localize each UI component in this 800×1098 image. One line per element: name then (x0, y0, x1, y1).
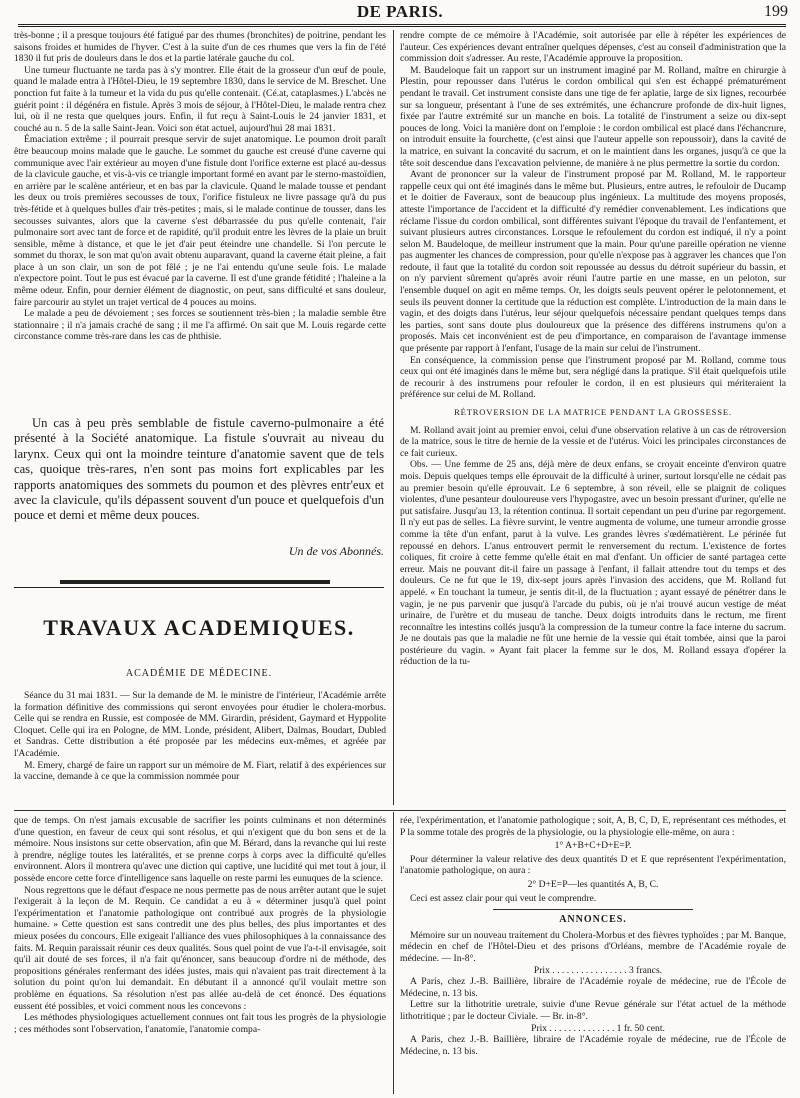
announcement-address: A Paris, chez J.-B. Baillière, libraire de l'Académie royale de médecine, rue de l'École de Médecine, n. 13 bis. (400, 976, 786, 999)
notice-paragraph: Un cas à peu près semblable de fistule caverno-pulmonaire a été présenté à la Société anatomique. La fistule s'ouvrait au niveau du larynx. Ceux qui ont la moindre teinture d'anatomie savent que de tels cas, quoique très-rares, n'en sont pas moins fort explicables par les rapports anatomiques des sommets du poumon et des plèvres entr'eux et avec la clavicule, qu'ils dépassent souvent d'un pouce et quelquefois d'un pouce et demi et même deux pouces. (14, 416, 384, 523)
annonces-heading: ANNONCES. (559, 914, 627, 926)
paragraph: Émaciation extrême ; il pourrait presque servir de sujet anatomique. Le poumon droit paraît être beaucoup moins malade que le gauche. Le sommet du gauche est creusé d'une caverne qui communique avec l'air extérieur au moyen d'une fistule dont l'orifice externe est placé au-dessus de la clavicule gauche, et vis-à-vis ce triangle important formé en avant par le sterno-mastoïdien, en arrière par le scalène antérieur, et en bas par la clavicule. Quand le malade tousse et pendant les deux ou trois premières secousses de toux, l'orifice fistuleux ne livre passage qu'à du pus très-fétide et à quelques bulles d'air très-petites ; mais, si le malade continue de tousser, dans les secousses suivantes, alors que la caverne s'est débarrassée du pus qu'elle contenait, l'air pulmonaire sort avec tant de force et de rapidité, qu'il produit entre les lèvres de la plaie un bruit sensible, même à distance, et que le jet d'air peut éteindre une chandelle. Si l'on percute le sommet du thorax, le son mat qu'on avait obtenu auparavant, quand la caverne était pleine, a fait place à un son clair, un son de pot fêlé ; je ne l'ai entendu qu'une seule fois. Le malade n'expectore point. Tout le pus est évacué par la caverne. Il est d'une grande fétidité ; l'haleine a la même odeur. Enfin, pour dernier élément de diagnostic, on peut, sans difficulté et sans douleur, faire parcourir au stylet un trajet vertical de 4 pouces au moins. (14, 134, 386, 308)
paragraph: En conséquence, la commission pense que l'instrument proposé par M. Rolland, comme tous ceux qui ont été imaginés dans le même but, sera négligé dans la pratique. S'il était quelquefois utile de recourir à des instrumens pour refouler le cordon, il en est plusieurs qui mériteraient la préférence sur celui de M. Rolland. (400, 354, 786, 401)
academy-report (14, 690, 386, 783)
section-heading: TRAVAUX ACADEMIQUES. (43, 615, 355, 640)
bottom-left-article (14, 815, 386, 1035)
announcement-address: A Paris, chez J.-B. Baillière, libraire de l'Académie royale de médecine, rue de l'École de Médecine, n. 13 bis. (400, 1034, 786, 1057)
separator-thin (14, 587, 384, 588)
left-column-article (14, 30, 386, 343)
paragraph: rendre compte de ce mémoire à l'Académie, soit autorisée par elle à répéter les expériences de l'auteur. Ces expériences devant entraîner quelques dépenses, c'est au conseil d'administration que la commission doit s'adresser. Au reste, l'Académie approuve la proposition. (400, 30, 786, 65)
large-notice (14, 416, 384, 524)
right-column-article (400, 30, 786, 668)
masthead: DE PARIS. (356, 2, 444, 21)
bottom-right-article (400, 815, 786, 1057)
formula-1: 1° A+B+C+D+E=P. (554, 840, 632, 852)
section-subheading: ACADÉMIE DE MÉDECINE. (125, 668, 273, 679)
paragraph: rée, l'expérimentation, et l'anatomie pathologique ; soit, A, B, C, D, E, représentant ces méthodes, et P la somme totale des progrès de la physiologie, ou la physiologie elle-même, on aura : (400, 815, 786, 838)
separator-thick (60, 580, 330, 584)
paragraph: Obs. — Une femme de 25 ans, déjà mère de deux enfans, se croyait enceinte d'environ quatre mois. Depuis quelques temps elle éprouvait de la difficulté à uriner, surtout lorsqu'elle ne cédait pas au premier besoin qu'elle éprouvait. Le 6 septembre, à son réveil, elle se plaignit de coliques violentes, d'une pesanteur douloureuse vers l'hypogastre, avec un besoin pressant d'uriner, qu'elle ne put satisfaire. Jusqu'au 13, la rétention continua. Il sortait cependant un peu d'urine par regorgement. Il n'y eut pas de selles. La fièvre survint, le ventre augmenta de volume, une tumeur arrondie grosse comme la tête d'un enfant, parut à la vulve. Les grandes lèvres s'œdématièrent. Le périnée fut repoussé en dehors. L'anus entrouvert permit le renversement du rectum. L'existence de fortes coliques, fit croire à cette femme qu'elle était en mal d'enfant. Un officier de santé partagea cette erreur. Mais ne pouvant dit-il faire un passage à l'enfant, il fallait attendre tout du temps et des douleurs. Ce ne fut que le 19, dix-sept jours après l'invasion des accidens, que M. Rolland fut appelé. « En touchant la tumeur, je sentis dit-il, de la fluctuation ; ayant essayé de pénétrer dans le vagin, je ne pus parvenir que jusqu'à l'arcade du pubis, où je n'ai trouvé aucun vestige de méat urinaire, de l'urètre et du museau de tanche. Deux doigts introduits dans le rectum, me firent reconnaître les intestins collés jusqu'à la compression de la tumeur contre la face interne du sacrum. Je ne doutais pas que la maladie ne fût une hernie de la vessie qui était tombée, ainsi que la paroi postérieure du vagin. » Ayant fait placer la femme sur le dos, M. Rolland essaya d'opérer la réduction de la tu- (400, 459, 786, 668)
annonces-rule (493, 909, 693, 910)
paragraph: Nous regrettons que le défaut d'espace ne nous permette pas de nous arrêter autant que le sujet l'exigerait à la leçon de M. Requin. Ce candidat a eu à « déterminer jusqu'à quel point l'expérimentation et l'anatomie pathologique ont contribué aux progrès de la physiologie humaine. » Cette question est sans contredit une des plus belles, des plus importantes et des mieux posées du concours. Elle exigeait l'alliance des vues philosophiques à la connaissance des faits. M. Requin paraissait réunir ces deux qualités. Sous quel point de vue l'a-t-il envisagée, soit qu'il ait douté de ses forces, il n'a fait qu'énoncer, sans beaucoup d'ordre ni de méthode, des propositions générales renfermant des idées justes, mais qui n'avaient pas trait directement à la solution du point qu'on lui demandait. En débutant il a annoncé qu'il voulait mettre son problème en équations. Sa résolution n'est pas allée au-delà de cet énoncé. Des équations eussent été possibles, et voici comment nous les concevons : (14, 884, 386, 1012)
announcement-price: Prix . . . . . . . . . . . . . . 1 fr. 50 cent. (531, 1022, 665, 1034)
column-divider-lower (393, 812, 394, 1094)
subsection-title: RÉTROVERSION DE LA MATRICE PENDANT LA GROSSESSE. (454, 407, 732, 417)
paragraph: M. Emery, chargé de faire un rapport sur un mémoire de M. Fiart, relatif à des expériences sur la vaccine, demande à ce que la commission nommée pour (14, 759, 386, 783)
page-number: 199 (764, 3, 788, 20)
announcement-price: Prix . . . . . . . . . . . . . . . . 3 francs. (533, 964, 663, 976)
paragraph: Le malade a peu de dévoiement ; ses forces se soutiennent très-bien ; la maladie semble être stationnaire ; il n'a jamais craché de sang ; il me l'a affirmé. On sait que M. Louis regarde cette circonstance comme très-rare dans les cas de phthisie. (14, 308, 386, 343)
paragraph: très-bonne ; il a presque toujours été fatigué par des rhumes (bronchites) de poitrine, pendant les saisons froides et humides de l'hyver. C'est à la suite d'un de ces rhumes que vers la fin de l'été 1830 il fut pris de douleurs dans le dos et la partie latérale gauche du col. (14, 30, 386, 65)
paragraph: M. Rolland avait joint au premier envoi, celui d'une observation relative à un cas de rétroversion de la matrice, sous le titre de hernie de la vessie et de l'utérus. Voici les principales circonstances de ce fait curieux. (400, 424, 786, 459)
column-divider-upper (393, 30, 394, 805)
formula-2: 2° D+E=P—les quantités A, B, C. (527, 878, 659, 890)
paragraph: M. Baudeloque fait un rapport sur un instrument imaginé par M. Rolland, maître en chirurgie à Plestin, pour repousser dans l'utérus le cordon ombilical qui s'en est échappé prématurément pendant le travail. Cet instrument consiste dans une tige de fer aplatie, large de six lignes, recourbée sur sa longueur, présentant à l'une de ses extrémités, une échancrure profonde de dix-huit lignes, fixée par l'autre extrémité sur un manche en bois. La totalité de l'instrument a seize ou dix-sept pouces de long. Voici la manière dont on l'emploie : le cordon ombilical est placé dans l'échancrure, on introduit ensuite la fourchette, (c'est ainsi que l'auteur appelle son repoussoir), dans la cavité de la matrice, en suivant la concavité du sacrum, et on le maintient dans les organes, jusqu'à ce que la tête soit descendue dans l'excavation pelvienne, de manière à ne plus permettre la sortie du cordon. (400, 64, 786, 169)
paragraph: que de temps. On n'est jamais excusable de sacrifier les points culminans et non déterminés d'une question, en faveur de ceux qui sont résolus, et qui n'exigent que du bon sens et de la mémoire. Nous insistons sur cette observation, afin que M. Bérard, dans la revanche qui lui reste à prendre, néglige toutes les latéralités, et se prenne corps à corps avec la difficulté qu'elles environnent. Alors il montrera qu'avec une diction qui captive, une lucidité qui met tout à jour, il possède encore cette force d'intelligence sans laquelle on reste parmi les eunuques de la science. (14, 815, 386, 884)
paragraph: Les méthodes physiologiques actuellement connues ont fait tous les progrès de la physiologie ; ces méthodes sont l'observation, l'anatomie, l'anatomie compa- (14, 1012, 386, 1035)
horizontal-divider (14, 810, 786, 811)
announcement-title: Lettre sur la lithotritie uretrale, suivie d'une Revue générale sur l'état actuel de la méthode lithotritique ; par le docteur Civiale. — Br. in-8°. (400, 999, 786, 1022)
paragraph: Avant de prononcer sur la valeur de l'instrument proposé par M. Rolland, M. le rapporteur rappelle ceux qui ont été imaginés dans le même but. Plusieurs, entre autres, le refouloir de Ducamp et le doitier de Faveraux, sont de beaucoup plus ingénieux. La multitude des moyens proposés, atteste l'importance de l'accident et la difficulté d'y remédier convenablement. Les indications que réclame l'issue du cordon ombilical, sont différentes suivant l'époque du travail de l'enfantement, et suivant plusieurs autres circonstances. Lorsque le refoulement du cordon est indiqué, il n'y a point selon M. Baudeloque, de meilleur instrument que la main. Pour qu'une pareille opération ne vienne pas augmenter les chances de compression, pour qu'elle n'expose pas à aggraver les chances que l'on redoute, il faut que la totalité du cordon soit repoussée au dessus du détroit supérieur du bassin, et on n'y parvient sûrement qu'après avoir réuni l'autre partie en une masse, en un peloton, sur l'ensemble duquel on agit en même temps. Or, les doigts seuls peuvent opérer le pelotonnement, et seuls ils peuvent donner la certitude que la réduction est complète. L'introduction de la main dans le vagin, et des doigts dans l'utérus, leur séjour quelquefois nécessaire pendant quelques temps dans les parties, sont sans doute plus douloureux que la présence des différens instrumens qu'on a proposés. Mais cet inconvénient est de peu d'importance, en comparaison de l'avantage immense que présente par rapport à l'enfant, l'usage de la main sur celui de l'instrument. (400, 169, 786, 355)
paragraph: Séance du 31 mai 1831. — Sur la demande de M. le ministre de l'intérieur, l'Académie arrête la formation définitive des commissions qui seront envoyées pour étudier le cholera-morbus. Celle qui se rendra en Russie, est composée de MM. Girardin, président, Gaymard et Hyppolite Cloquet. Celle qui ira en Pologne, de MM. Londe, président, Alibert, Dalmas, Boudart, Dubled et Sandras. Cette distribution a été proposée par les médecins eux-mêmes, et agréée par l'Académie. (14, 690, 386, 759)
paragraph: Pour déterminer la valeur relative des deux quantités D et E que représentent l'expérimentation, l'anatomie pathologique, on aura : (400, 853, 786, 877)
paragraph: Une tumeur fluctuante ne tarda pas à s'y montrer. Elle était de la grosseur d'un œuf de poule, quand le malade entra à l'Hôtel-Dieu, le 19 septembre 1830, dans le service de M. Breschet. Une ponction fut faite à la tumeur et la vida du pus qu'elle contenait. (Cé.at, cataplasmes.) L'abcès ne guérit point : il dégénéra en fistule. Après 3 mois de séjour, à l'Hôtel-Dieu, le malade rentra chez lui, où il ne resta que quelques jours. Enfin, il fut reçu à Saint-Louis le 24 janvier 1831, et couché au n. 5 de la salle Saint-Jean. Voici son état actuel, aujourd'hui 28 mai 1831. (14, 64, 386, 134)
announcement-title: Mémoire sur un nouveau traitement du Cholera-Morbus et des fièvres typhoïdes ; par M. Banque, médecin en chef de l'Hôtel-Dieu et des prisons d'Orléans, membre de l'Académie royale de médecine. — In-8°. (400, 929, 786, 964)
signature: Un de vos Abonnés. (288, 544, 384, 558)
paragraph: Ceci est assez clair pour qui veut le comprendre. (410, 892, 597, 904)
header-rule (18, 24, 786, 27)
